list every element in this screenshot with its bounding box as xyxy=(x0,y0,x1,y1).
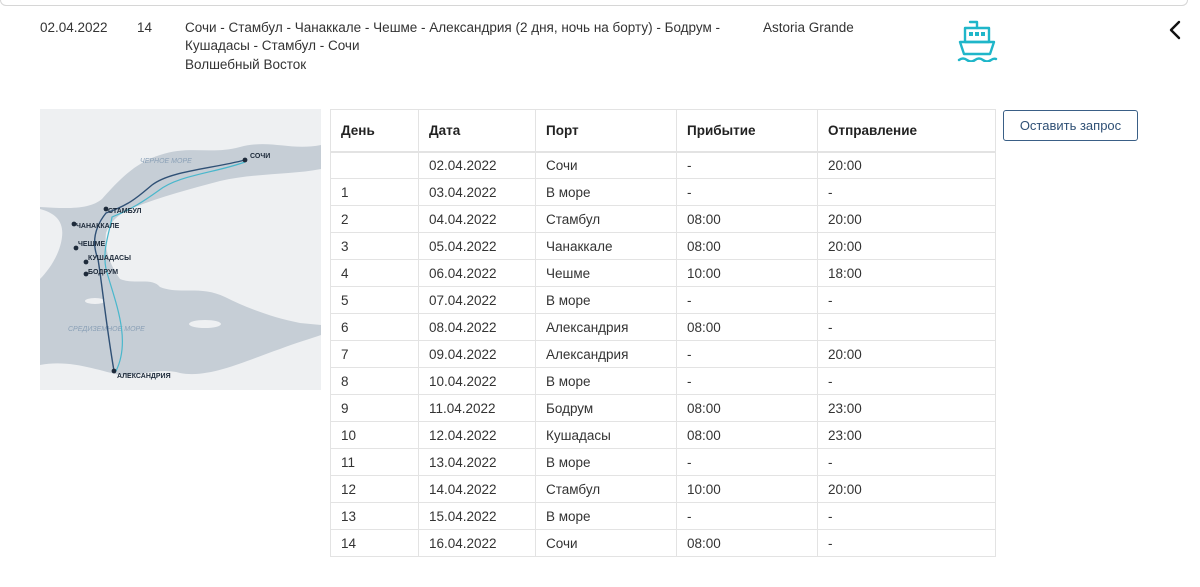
col-day: День xyxy=(331,110,419,152)
table-row xyxy=(331,341,996,368)
cell-date: 04.04.2022 xyxy=(419,206,536,233)
cell-departure: - xyxy=(818,449,996,476)
table-row xyxy=(331,395,996,422)
cell-departure: - xyxy=(818,287,996,314)
cell-departure: 20:00 xyxy=(818,233,996,260)
cruise-route xyxy=(185,19,755,74)
port-label-alexandria: АЛЕКСАНДРИЯ xyxy=(117,373,171,380)
route-text: Сочи - Стамбул - Чанаккале - Чешме - Александрия (2 дня, ночь на борту) - Бодрум - Кушадасы - Стамбул - Сочи xyxy=(185,20,721,53)
cell-arrival: - xyxy=(677,503,818,530)
cell-port: Кушадасы xyxy=(536,422,677,449)
cell-date: 08.04.2022 xyxy=(419,314,536,341)
cell-arrival: - xyxy=(677,152,818,179)
ship-icon xyxy=(956,18,998,62)
table-row xyxy=(331,152,996,179)
itinerary-table xyxy=(330,109,996,557)
cell-port: Александрия xyxy=(536,314,677,341)
cell-day: 2 xyxy=(331,206,419,233)
cell-day: 3 xyxy=(331,233,419,260)
chevron-left-icon[interactable] xyxy=(1166,19,1184,41)
cell-date: 02.04.2022 xyxy=(419,152,536,179)
cell-day: 11 xyxy=(331,449,419,476)
port-label-sochi: СОЧИ xyxy=(250,153,271,160)
table-row xyxy=(331,368,996,395)
cell-arrival: 08:00 xyxy=(677,206,818,233)
col-arrival: Прибытие xyxy=(677,110,818,152)
cell-port: В море xyxy=(536,179,677,206)
cell-date: 12.04.2022 xyxy=(419,422,536,449)
sea-med-label: СРЕДИЗЕМНОЕ МОРЕ xyxy=(68,326,145,333)
cell-date: 09.04.2022 xyxy=(419,341,536,368)
cell-port: В море xyxy=(536,503,677,530)
port-label-bodrum: БОДРУМ xyxy=(88,269,119,276)
cell-port: В море xyxy=(536,368,677,395)
cruise-nights: 14 xyxy=(137,20,153,35)
cell-date: 14.04.2022 xyxy=(419,476,536,503)
table-row xyxy=(331,260,996,287)
cell-arrival: - xyxy=(677,368,818,395)
cell-arrival: 10:00 xyxy=(677,476,818,503)
cell-departure: 20:00 xyxy=(818,341,996,368)
sea-black-label: ЧЕРНОЕ МОРЕ xyxy=(140,158,192,165)
cell-day: 9 xyxy=(331,395,419,422)
cell-departure: 23:00 xyxy=(818,395,996,422)
cell-port: Александрия xyxy=(536,341,677,368)
cell-port: Чешме xyxy=(536,260,677,287)
table-row xyxy=(331,206,996,233)
port-label-canakkale: ЧАНАККАЛЕ xyxy=(76,223,120,230)
table-row xyxy=(331,476,996,503)
cell-day: 7 xyxy=(331,341,419,368)
route-map xyxy=(40,109,321,390)
cell-day: 10 xyxy=(331,422,419,449)
table-header-row xyxy=(331,110,996,152)
cell-port: Сочи xyxy=(536,152,677,179)
cell-port: Чанаккале xyxy=(536,233,677,260)
cell-departure: 20:00 xyxy=(818,206,996,233)
cell-date: 05.04.2022 xyxy=(419,233,536,260)
cell-departure: - xyxy=(818,368,996,395)
cell-date: 11.04.2022 xyxy=(419,395,536,422)
cell-arrival: 08:00 xyxy=(677,395,818,422)
cell-arrival: 08:00 xyxy=(677,530,818,557)
cell-arrival: 08:00 xyxy=(677,233,818,260)
cell-day: 8 xyxy=(331,368,419,395)
route-name: Волшебный Восток xyxy=(185,57,307,72)
cell-date: 16.04.2022 xyxy=(419,530,536,557)
table-body xyxy=(331,152,996,557)
cell-day: 12 xyxy=(331,476,419,503)
ship-name: Astoria Grande xyxy=(763,20,854,35)
cell-departure: 23:00 xyxy=(818,422,996,449)
cell-day xyxy=(331,152,419,179)
cell-arrival: 08:00 xyxy=(677,422,818,449)
cell-date: 07.04.2022 xyxy=(419,287,536,314)
cell-departure: 18:00 xyxy=(818,260,996,287)
cruise-date: 02.04.2022 xyxy=(40,20,108,35)
cell-day: 1 xyxy=(331,179,419,206)
cell-port: В море xyxy=(536,449,677,476)
port-label-cesme: ЧЕШМЕ xyxy=(78,241,106,248)
request-button[interactable]: Оставить запрос xyxy=(1003,110,1138,141)
cell-date: 06.04.2022 xyxy=(419,260,536,287)
cell-departure: 20:00 xyxy=(818,152,996,179)
cell-departure: 20:00 xyxy=(818,476,996,503)
cell-departure: - xyxy=(818,503,996,530)
cell-port: В море xyxy=(536,287,677,314)
cell-date: 10.04.2022 xyxy=(419,368,536,395)
cell-port: Стамбул xyxy=(536,476,677,503)
previous-card-border xyxy=(0,0,1188,6)
cell-date: 13.04.2022 xyxy=(419,449,536,476)
table-row xyxy=(331,233,996,260)
cell-departure: - xyxy=(818,179,996,206)
port-label-kusadasi: КУШАДАСЫ xyxy=(88,255,131,262)
cell-date: 03.04.2022 xyxy=(419,179,536,206)
cell-day: 14 xyxy=(331,530,419,557)
port-label-istanbul: СТАМБУЛ xyxy=(108,208,142,215)
cell-arrival: - xyxy=(677,341,818,368)
table-row xyxy=(331,422,996,449)
table-row xyxy=(331,179,996,206)
cell-day: 6 xyxy=(331,314,419,341)
col-port: Порт xyxy=(536,110,677,152)
cell-date: 15.04.2022 xyxy=(419,503,536,530)
cell-port: Стамбул xyxy=(536,206,677,233)
cell-arrival: - xyxy=(677,287,818,314)
table-row xyxy=(331,449,996,476)
cell-port: Бодрум xyxy=(536,395,677,422)
col-departure: Отправление xyxy=(818,110,996,152)
cell-departure: - xyxy=(818,314,996,341)
table-row xyxy=(331,287,996,314)
table-row xyxy=(331,503,996,530)
cell-day: 13 xyxy=(331,503,419,530)
cell-arrival: 08:00 xyxy=(677,314,818,341)
cell-arrival: - xyxy=(677,449,818,476)
table-row xyxy=(331,530,996,557)
cell-arrival: - xyxy=(677,179,818,206)
cell-day: 4 xyxy=(331,260,419,287)
cell-departure: - xyxy=(818,530,996,557)
col-date: Дата xyxy=(419,110,536,152)
cell-arrival: 10:00 xyxy=(677,260,818,287)
cell-day: 5 xyxy=(331,287,419,314)
cell-port: Сочи xyxy=(536,530,677,557)
table-row xyxy=(331,314,996,341)
